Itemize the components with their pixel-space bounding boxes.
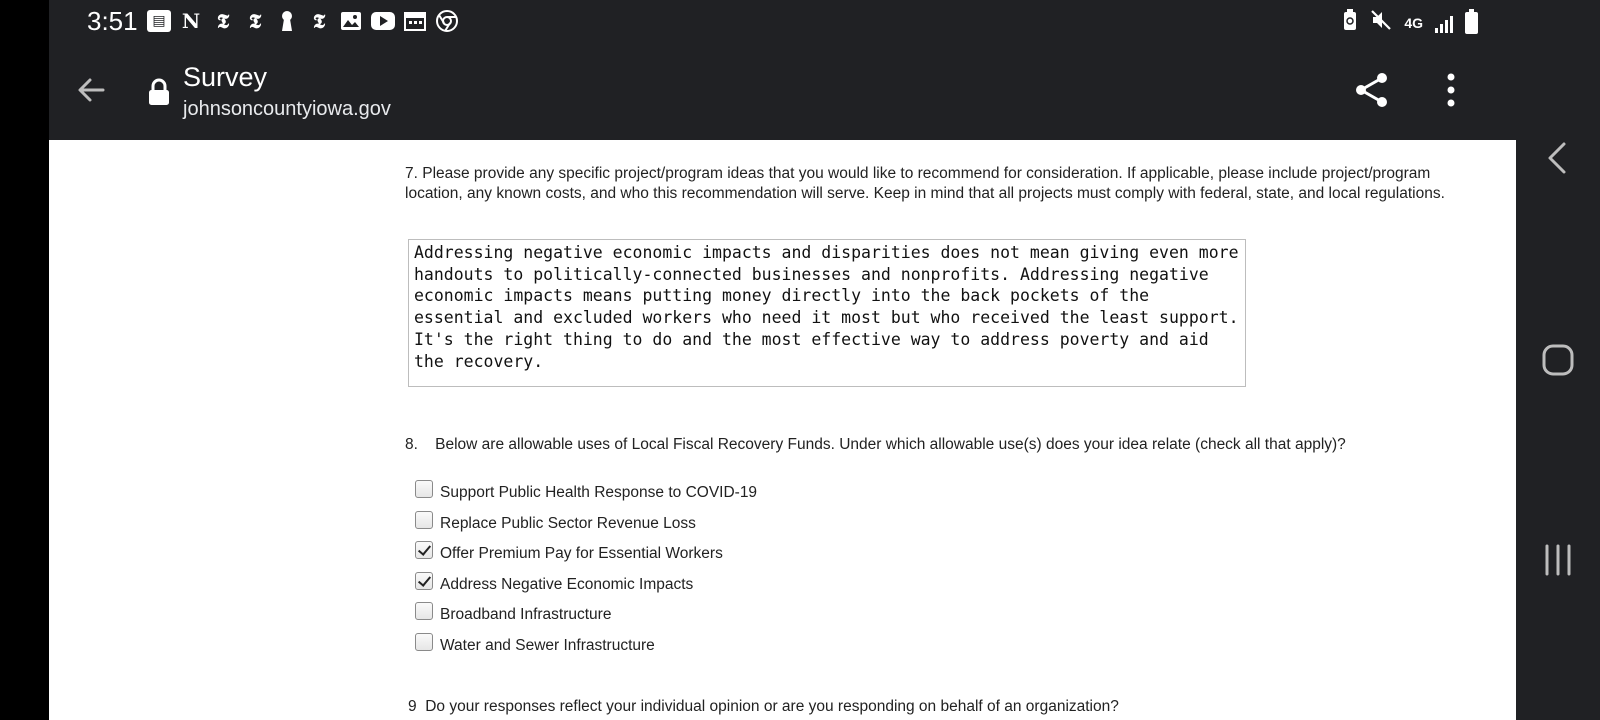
option-label[interactable]: Water and Sewer Infrastructure	[440, 636, 655, 654]
battery-icon	[1465, 12, 1478, 34]
option-label[interactable]: Address Negative Economic Impacts	[440, 575, 694, 593]
back-nav-icon[interactable]	[1538, 138, 1578, 178]
option-row[interactable]	[415, 570, 757, 601]
question-7-answer-textarea[interactable]: Addressing negative economic impacts and disparities does not mean giving even more handouts to politically-connected businesses and nonprofits. Addressing negative economic impacts means putting money directly into the back pockets of the essential and excluded workers who need it most but who received the least support. It's the right thing to do and the most effective way to address poverty and aid the recovery.	[408, 239, 1246, 387]
browser-toolbar	[49, 42, 1516, 140]
status-bar	[49, 0, 1516, 42]
option-label[interactable]: Broadband Infrastructure	[440, 606, 612, 624]
option-label[interactable]: Replace Public Sector Revenue Loss	[440, 514, 696, 532]
option-checkbox[interactable]	[415, 572, 433, 590]
youtube-icon	[371, 10, 395, 32]
back-arrow-icon[interactable]	[73, 72, 109, 108]
nyt-icon: 𝕿	[312, 9, 326, 33]
home-nav-icon[interactable]	[1538, 340, 1578, 380]
mute-icon	[1370, 9, 1392, 36]
option-checkbox[interactable]	[415, 541, 433, 559]
page-content	[49, 140, 1516, 720]
option-label[interactable]: Support Public Health Response to COVID-19	[440, 484, 758, 501]
n-icon: N	[181, 9, 201, 33]
question-8-options	[415, 478, 757, 662]
notification-icons	[147, 10, 459, 32]
signal-icon	[1435, 13, 1453, 33]
news-icon: ▤	[147, 10, 171, 32]
page-title[interactable]: Survey	[183, 62, 268, 92]
page-domain[interactable]: johnsoncountyiowa.gov	[183, 98, 391, 120]
image-icon	[339, 10, 363, 32]
lock-icon[interactable]	[148, 78, 170, 106]
clock: 3:51	[87, 6, 138, 36]
option-row[interactable]	[415, 478, 757, 509]
option-row[interactable]	[415, 600, 757, 631]
navigation-bar	[1516, 0, 1600, 720]
option-row[interactable]	[415, 509, 757, 540]
system-icons	[1342, 9, 1478, 36]
nyt-icon: 𝕿	[216, 9, 230, 33]
nyt-icon: 𝕿	[248, 9, 262, 33]
share-icon[interactable]	[1352, 70, 1392, 110]
option-checkbox[interactable]	[415, 480, 433, 498]
recents-nav-icon[interactable]	[1538, 540, 1578, 580]
more-options-icon[interactable]	[1441, 70, 1461, 110]
option-label[interactable]: Offer Premium Pay for Essential Workers	[440, 545, 723, 563]
question-9-text: 9 Do your responses reflect your individual opinion or are you responding on behalf of an organization?	[408, 698, 1119, 715]
option-checkbox[interactable]	[415, 633, 433, 651]
network-type-icon: 4G	[1404, 14, 1423, 31]
question-7-text: 7. Please provide any specific project/program ideas that you would like to recommend for consideration. If applicable, please include project/program location, any known costs, and who this recommendation will serve. Keep in mind that all projects must comply with federal, state, and local regulations.	[405, 165, 1445, 202]
option-checkbox[interactable]	[415, 511, 433, 529]
option-row[interactable]	[415, 539, 757, 570]
question-8-text: 8. Below are allowable uses of Local Fiscal Recovery Funds. Under which allowable use(s) does your idea relate (check all that apply)?	[405, 436, 1346, 453]
phone-screen	[49, 0, 1516, 720]
chrome-icon	[435, 10, 459, 32]
calendar-icon	[403, 10, 427, 32]
option-row[interactable]	[415, 631, 757, 662]
option-checkbox[interactable]	[415, 602, 433, 620]
battery-saver-icon	[1342, 9, 1358, 36]
keyhole-icon	[275, 10, 299, 32]
